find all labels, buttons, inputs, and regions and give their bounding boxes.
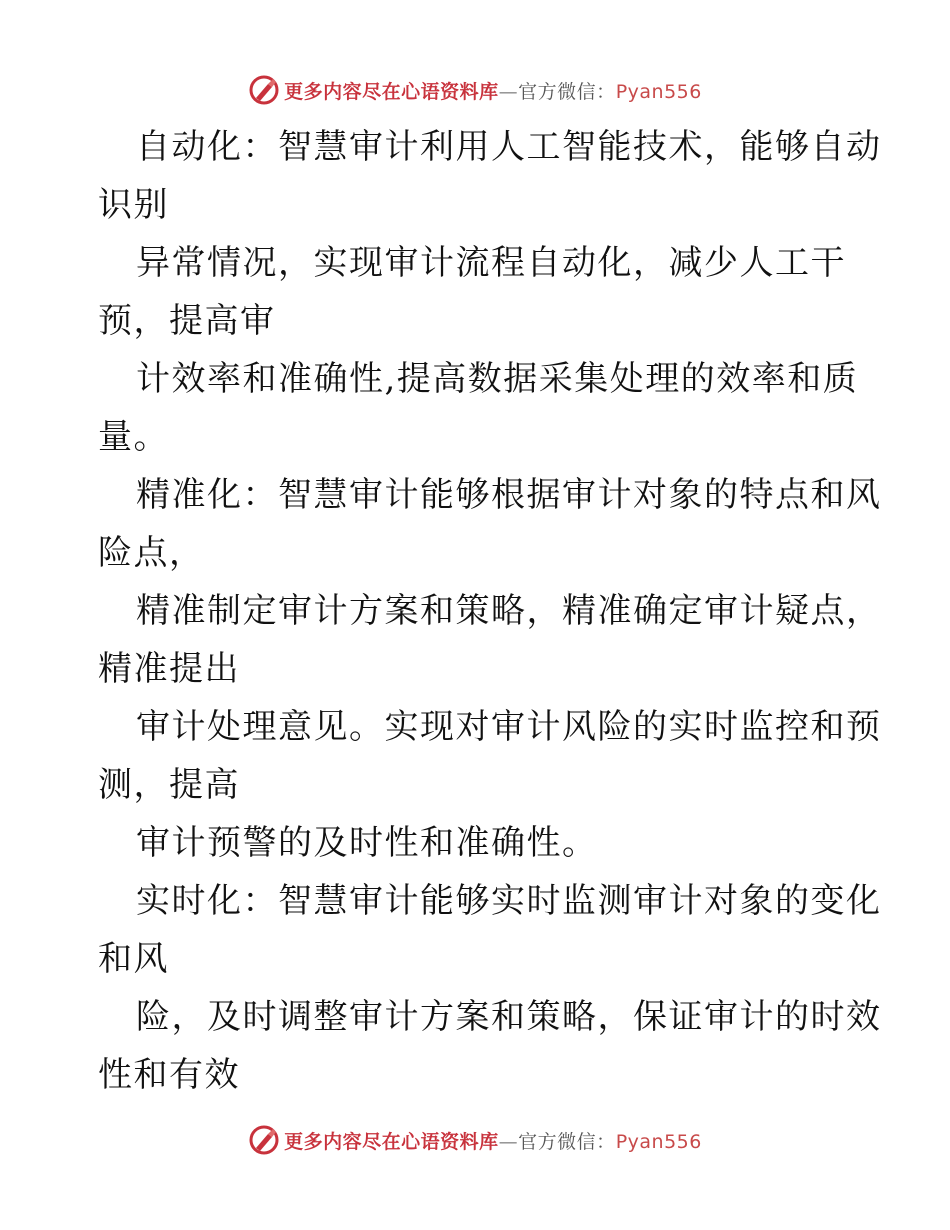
header-watermark: [0, 70, 950, 110]
text-line: 实时化：智慧审计能够实时监测审计对象的变化: [136, 881, 882, 921]
watermark-text: [284, 1127, 702, 1154]
watermark-id: Pyan556: [615, 80, 702, 103]
text-line: 计效率和准确性,提高数据采集处理的效率和质: [136, 359, 859, 399]
watermark-label: 官方微信：: [518, 1130, 616, 1153]
pen-logo-icon: [248, 1124, 280, 1156]
text-line: 异常情况，实现审计流程自动化，减少人工干: [136, 243, 846, 283]
text-line: 和风: [98, 939, 169, 979]
watermark-site: 更多内容尽在心语资料库: [284, 80, 499, 103]
watermark-id: Pyan556: [615, 1130, 702, 1153]
text-line: 预，提高审: [98, 301, 276, 341]
text-line: 审计处理意见。实现对审计风险的实时监控和预: [136, 707, 882, 747]
watermark-site: 更多内容尽在心语资料库: [284, 1130, 499, 1153]
watermark-dash: —: [498, 80, 519, 103]
text-line: 审计预警的及时性和准确性。: [136, 823, 598, 863]
document-body: [98, 118, 882, 1104]
text-line: 精准制定审计方案和策略，精准确定审计疑点，: [136, 591, 882, 631]
text-line: 险点，: [98, 533, 205, 573]
text-line: 险，及时调整审计方案和策略，保证审计的时效: [136, 997, 882, 1037]
watermark-text: [284, 77, 702, 104]
text-line: 测，提高: [98, 765, 240, 805]
text-line: 识别: [98, 185, 169, 225]
text-line: 自动化：智慧审计利用人工智能技术，能够自动: [136, 127, 882, 167]
footer-watermark: [0, 1120, 950, 1160]
watermark-label: 官方微信：: [518, 80, 616, 103]
text-line: 量。: [98, 417, 169, 457]
pen-logo-icon: [248, 74, 280, 106]
text-line: 精准提出: [98, 649, 240, 689]
watermark-dash: —: [498, 1130, 519, 1153]
text-line: 精准化：智慧审计能够根据审计对象的特点和风: [136, 475, 882, 515]
text-line: 性和有效: [98, 1055, 240, 1095]
